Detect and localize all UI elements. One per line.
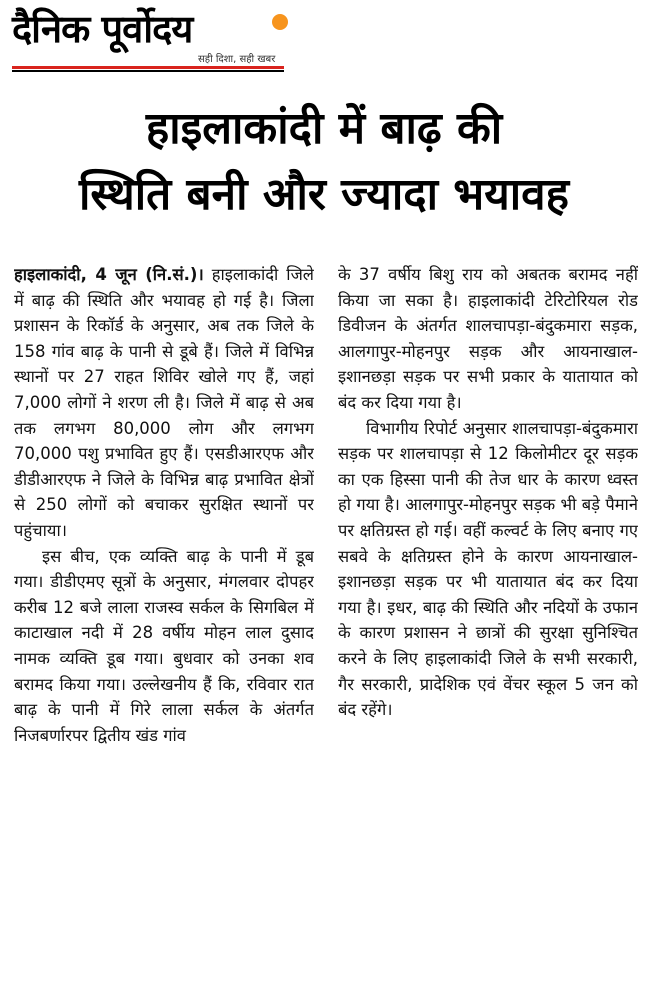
- dateline: हाइलाकांदी, 4 जून (नि.सं.)।: [14, 265, 204, 284]
- article-headline: [0, 96, 648, 228]
- headline-line-1: हाइलाकांदी में बाढ़ की: [145, 103, 503, 154]
- sun-icon: [272, 14, 288, 30]
- article-column-left: [14, 262, 314, 993]
- tagline: सही दिशा, सही खबर: [198, 54, 276, 65]
- paragraph-2: इस बीच, एक व्यक्ति बाढ़ के पानी में डूब गया। डीडीएमए सूत्रों के अनुसार, मंगलवार दोपहर करीब 12 बजे लाला राजस्व सर्कल के सिगबिल में काटाखाल नदी में 28 वर्षीय मोहन लाल दुसाद नामक व्यक्ति डूब गया। बुधवार को उनका शव बरामद किया गया। उल्लेखनीय हैं कि, रविवार रात बाढ़ के पानी में गिरे लाला सर्कल के अंतर्गत निजबर्णारपर द्वितीय खंड गांव: [14, 546, 314, 745]
- paragraph-1: [14, 262, 314, 544]
- paragraph-1-text: हाइलाकांदी जिले में बाढ़ की स्थिति और भयावह हो गई है। जिला प्रशासन के रिकॉर्ड के अनुसार, अब तक जिले के 158 गांव बाढ़ के पानी से डूबे हैं। जिले में विभिन्न स्थानों पर 27 राहत शिविर खोले गए हैं, जहां 7,000 लोगों ने शरण ली है। जिले में बाढ़ से अब तक लगभग 80,000 लोग और लगभग 70,000 पशु प्रभावित हुए हैं। एसडीआरएफ और डीडीआरएफ ने जिले के विभिन्न बाढ़ प्रभावित क्षेत्रों से 250 लोगों को बचाकर सुरक्षित स्थानों पर पहुंचाया।: [14, 265, 314, 540]
- masthead-rule-red: [12, 66, 284, 69]
- masthead-rule-black: [12, 70, 284, 72]
- paragraph-4: विभागीय रिपोर्ट अनुसार शालचापड़ा-बंदुकमारा सड़क पर शालचापड़ा से 12 किलोमीटर दूर सड़क का एक हिस्सा पानी की तेज धार के कारण ध्वस्त हो गया है। आलगापुर-मोहनपुर सड़क भी बड़े पैमाने पर क्षतिग्रस्त हो गई। वहीं कल्वर्ट के लिए बनाए गए सबवे के क्षतिग्रस्त होने के कारण आयनाखाल-इशानछड़ा सड़क पर भी यातायात बंद कर दिया गया है। इधर, बाढ़ की स्थिति और नदियों के उफान के कारण प्रशासन ने छात्रों की सुरक्षा सुनिश्चित करने के लिए हाइलाकांदी जिले के सभी सरकारी, गैर सरकारी, प्रादेशिक एवं वेंचर स्कूल 5 जन को बंद रहेंगे।: [338, 418, 638, 720]
- article-column-right: [338, 262, 638, 993]
- newspaper-logo: दैनिक पूर्वोदय: [12, 7, 193, 51]
- headline-line-2: स्थिति बनी और ज्यादा भयावह: [79, 169, 569, 220]
- paragraph-3: के 37 वर्षीय बिशु राय को अबतक बरामद नहीं किया जा सका है। हाइलाकांदी टेरिटोरियल रोड डिवीजन के अंतर्गत शालचापड़ा-बंदुकमारा सड़क, आलगापुर-मोहनपुर सड़क और आयनाखाल-इशानछड़ा सड़क पर सभी प्रकार के यातायात को बंद कर दिया गया है।: [338, 265, 638, 412]
